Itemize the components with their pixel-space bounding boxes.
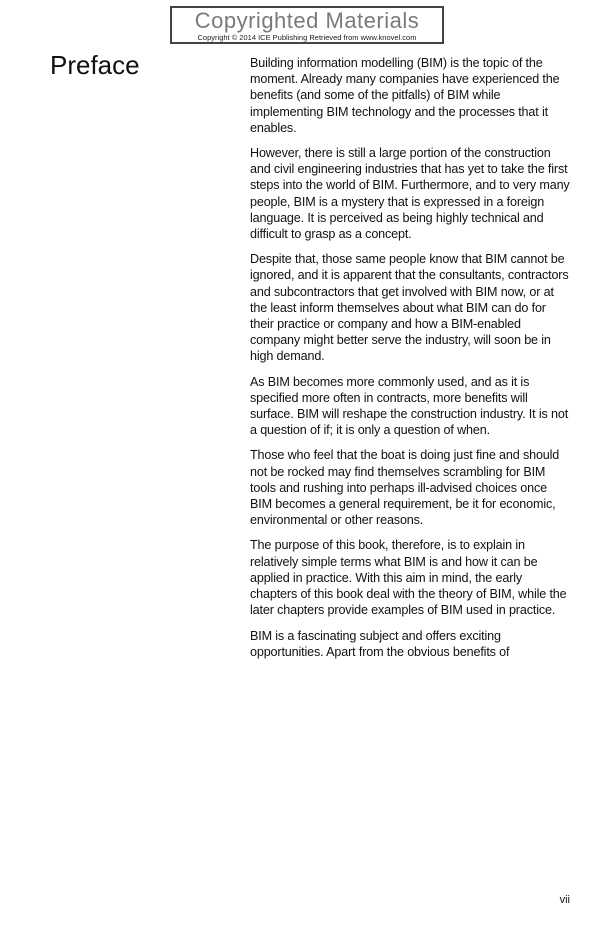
page-number: vii <box>559 894 570 906</box>
paragraph: Despite that, those same people know that BIM cannot be ignored, and it is apparent that the consultants, contractors and subcontractors that get involved with BIM now, or at the least inform themselves about what BIM can do for their practice or company and how a BIM-enabled company might better serve the industry, will soon be in high demand. <box>250 252 569 364</box>
banner-subtitle: Copyright © 2014 ICE Publishing Retrieved from www.knovel.com <box>197 33 417 42</box>
paragraph: BIM is a fascinating subject and offers exciting opportunities. Apart from the obvious benefits of <box>250 628 510 659</box>
body-text <box>250 55 572 669</box>
paragraph: As BIM becomes more commonly used, and as it is specified more often in contracts, more benefits will surface. BIM will reshape the construction industry. It is not a question of if; it is only a question of when. <box>250 374 569 438</box>
paragraph: Those who feel that the boat is doing just fine and should not be rocked may find themselves scrambling for BIM tools and rushing into perhaps ill-advised choices once BIM becomes a general requirement, be it for economic, environmental or other reasons. <box>250 448 560 528</box>
copyright-banner <box>170 6 444 44</box>
paragraph: The purpose of this book, therefore, is to explain in relatively simple terms what BIM is and how it can be applied in practice. With this aim in mind, the early chapters of this book deal with the theory of BIM, while the later chapters provide examples of BIM used in practice. <box>250 538 567 618</box>
page-heading: Preface <box>50 50 140 80</box>
paragraph: However, there is still a large portion of the construction and civil engineering industries that has yet to take the first steps into the world of BIM. Furthermore, and to very many people, BIM is a mystery that is expressed in a foreign language. It is perceived as being highly technical and difficult to grasp as a concept. <box>250 146 570 242</box>
banner-title: Copyrighted Materials <box>194 8 420 33</box>
paragraph: Building information modelling (BIM) is the topic of the moment. Already many companies have experienced the benefits (and some of the pitfalls) of BIM while implementing BIM technology and the processes that it enables. <box>250 56 560 135</box>
